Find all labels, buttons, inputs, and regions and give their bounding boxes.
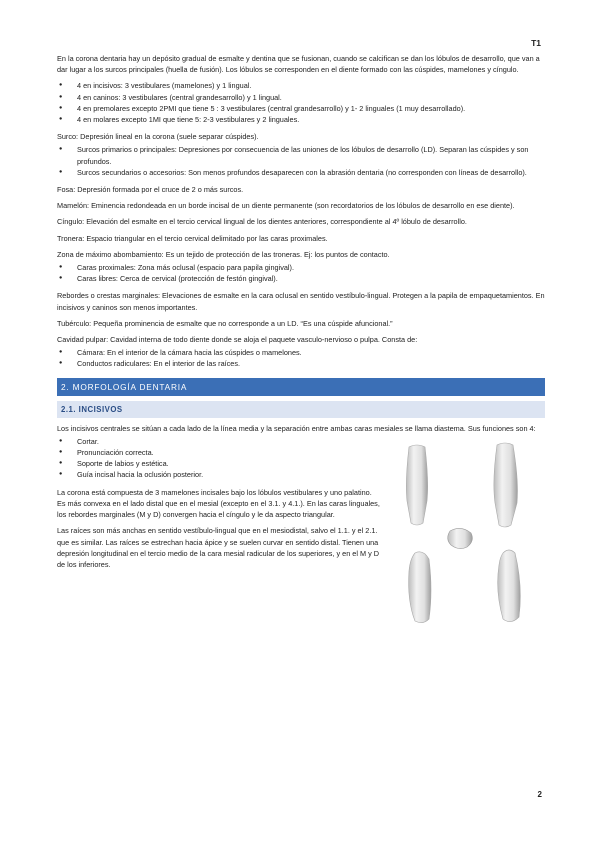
list-item: ● Caras proximales: Zona más oclusal (espacio para papila gingival). [57,262,545,273]
tooth-illustration [494,443,518,527]
page-number: 2 [537,790,542,799]
incisor-teeth-figure [395,441,545,641]
page-content [57,53,545,575]
incisivos-block [57,423,545,570]
incisivos-intro: Los incisivos centrales se sitúan a cada lado de la línea media y la separación entre ambas caras mesiales se llama diastema. Sus funciones son 4: [57,423,536,433]
corona-paragraph: La corona está compuesta de 3 mamelones incisales bajo los lóbulos vestibulares y uno palatino. Es más convexa en el lado distal que en el mesial (excepto en el 3.1. y 4.1.). En las caras linguales, los rebordes marginales (M y D) convergen hacia el cíngulo y le da aspecto triangular. [57,487,380,520]
tronera-definition: Tronera: Espacio triangular en el tercio cervical delimitado por las caras proximales. [57,233,328,243]
surco-list [57,144,545,178]
header-tag: T1 [531,38,541,48]
cingulo-definition: Cíngulo: Elevación del esmalte en el tercio cervical lingual de los dientes anteriores, correspondiente al 4º lóbulo de desarrollo. [57,217,467,227]
section-heading: 2. MORFOLOGÍA DENTARIA [57,378,545,396]
cavidad-list [57,347,545,369]
incisivos-text-column [57,436,382,570]
zona-list [57,262,545,284]
funciones-list [57,436,382,481]
zona-definition: Zona de máximo abombamiento: Es un tejido de protección de las troneras. Ej: los puntos de contacto. [57,249,390,259]
tooth-illustration [448,528,473,548]
list-item: ● 4 en premolares excepto 2PMI que tiene 5 : 3 vestibulares (central grandesarrollo) y 1- 2 linguales (1 muy desarrollado). [57,103,545,114]
list-item: ● 4 en incisivos: 3 vestibulares (mamelones) y 1 lingual. [57,80,545,91]
list-item: ● 4 en molares excepto 1MI que tiene 5: 2-3 vestibulares y 2 linguales. [57,114,545,125]
surco-definition: Surco: Depresión lineal en la corona (suele separar cúspides). [57,132,259,142]
list-item: ● Surcos secundarios o accesorios: Son menos profundos desaparecen con la abrasión dentaria (no corresponden con líneas de desarrollo). [57,167,545,178]
rebordes-definition: Rebordes o crestas marginales: Elevaciones de esmalte en la cara oclusal en sentido vestíbulo-lingual. Protegen a la papila de empaquetamientos. En incisivos y caninos son menos importantes. [57,291,545,312]
list-item: ● Guía incisal hacia la oclusión posterior. [57,469,382,480]
list-item: ● Cortar. [57,436,382,447]
list-item: ● Caras libres: Cerca de cervical (protección de festón gingival). [57,273,545,284]
list-item: ● Surcos primarios o principales: Depresiones por consecuencia de las uniones de los lóbulos de desarrollo (LD). Separan las cúspides y son profundos. [57,144,545,166]
tooth-illustration [409,552,431,623]
intro-paragraph: En la corona dentaria hay un depósito gradual de esmalte y dentina que se fusionan, cuando se calcifican se dan los lóbulos de desarrollo, que van a dar lugar a los surcos principales (huella de fusión). Los lóbulos se corresponden en el diente formado con las cúspides, mamelones y cíngulo. [57,54,540,75]
mamelon-definition: Mamelón: Eminencia redondeada en un borde incisal de un diente permanente (son recordatorios de los lóbulos de desarrollo en ese diente). [57,201,515,211]
lobules-list [57,80,545,125]
subsection-heading: 2.1. INCISIVOS [57,401,545,418]
tooth-illustration [406,445,427,525]
fosa-definition: Fosa: Depresión formada por el cruce de 2 o más surcos. [57,185,244,195]
list-item: ● Pronunciación correcta. [57,447,382,458]
tooth-illustration [498,550,521,622]
cavidad-definition: Cavidad pulpar: Cavidad interna de todo diente donde se aloja el paquete vasculo-nervioso o pulpa. Consta de: [57,335,418,345]
list-item: ● 4 en caninos: 3 vestibulares (central grandesarrollo) y 1 lingual. [57,92,545,103]
list-item: ● Conductos radiculares: En el interior de las raíces. [57,358,545,369]
list-item: ● Cámara: En el interior de la cámara hacia las cúspides o mamelones. [57,347,545,358]
tuberculo-definition: Tubérculo: Pequeña prominencia de esmalte que no corresponde a un LD. “Es una cúspide afuncional.” [57,318,393,328]
raices-paragraph: Las raíces son más anchas en sentido vestíbulo-lingual que en el mesiodistal, salvo el 1.1. y el 2.1. que es similar. Las raíces se estrechan hacia ápice y se suelen curvar en sentido distal. Tienen una depresión longitudinal en el tercio medio de la cara mesial radicular de los superiores, y en el M y D de los inferiores. [57,526,380,569]
list-item: ● Soporte de labios y estética. [57,458,382,469]
